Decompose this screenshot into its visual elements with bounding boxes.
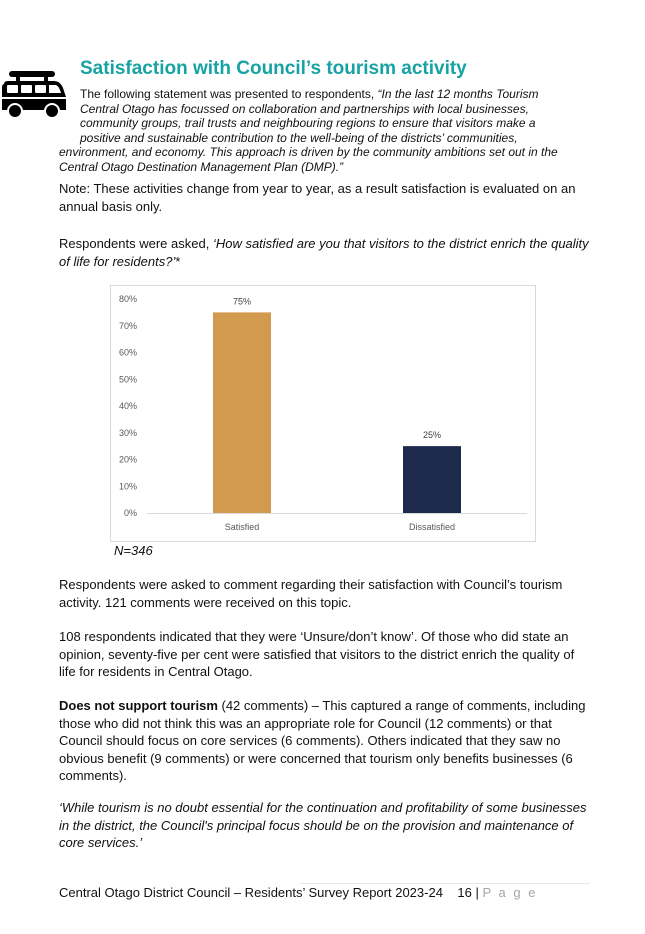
page-separator: |	[475, 885, 479, 900]
x-category-label: Dissatisfied	[408, 522, 456, 532]
data-label: 25%	[422, 430, 442, 441]
question-lead: Respondents were asked,	[59, 236, 213, 251]
x-category-label: Satisfied	[224, 522, 260, 532]
footer-divider	[300, 883, 590, 884]
question-paragraph	[59, 235, 589, 270]
theme-title: Does not support tourism	[59, 698, 218, 713]
chart-svg	[111, 286, 535, 541]
page-footer	[59, 885, 537, 900]
footer-text: Central Otago District Council – Residents’ Survey Report 2023-24	[59, 885, 443, 900]
y-tick-label: 20%	[118, 454, 137, 465]
resident-quote: ‘While tourism is no doubt essential for the continuation and profitability of some businesses in the district, the Council's principal focus should be on the provision and maintenance of core services.’	[59, 800, 587, 850]
y-tick-label: 10%	[118, 481, 137, 492]
note-paragraph: Note: These activities change from year to year, as a result satisfaction is evaluated on an annual basis only.	[59, 181, 576, 214]
bar	[213, 312, 271, 513]
y-tick-label: 40%	[118, 401, 137, 411]
y-tick-label: 70%	[118, 320, 137, 331]
y-tick-label: 0%	[123, 508, 137, 518]
comments-paragraph: Respondents were asked to comment regarding their satisfaction with Council’s tourism activity. 121 comments were received on this topic.	[59, 577, 563, 610]
theme-body: (42 comments) – This captured a range of comments, including those who did not think this was an appropriate role for Council (12 comments) or that Council should focus on core services (6 comments). Others indicated that they saw no obvious benefit (9 comments) or were concerned that tourism only benefits businesses (6 comments).	[59, 698, 586, 783]
data-label: 75%	[232, 296, 252, 307]
intro-quote: “In the last 12 months Tourism Central Otago has focussed on collaboration and partnerships with local businesses, community groups, trail trusts and neighbouring regions to ensure that visitors make a positive and sustainable contribution to the well-being of the districts’ communities, environment, and economy. This approach is driven by the community ambitions set out in the Central Otago Destination Management Plan (DMP).”	[59, 87, 558, 174]
satisfaction-chart	[110, 285, 536, 542]
icon-spacer	[59, 87, 80, 144]
intro-statement	[59, 87, 579, 175]
page-number: 16	[457, 885, 472, 900]
y-tick-label: 80%	[118, 294, 137, 304]
y-tick-label: 50%	[118, 374, 137, 385]
page-word: P a g e	[482, 885, 538, 900]
question-suffix: *	[175, 253, 181, 269]
sample-size-label: N=346	[114, 543, 153, 558]
y-tick-label: 60%	[118, 347, 137, 358]
bar	[403, 446, 461, 513]
y-tick-label: 30%	[118, 427, 137, 438]
does-not-support-paragraph	[59, 697, 589, 785]
unsure-paragraph: 108 respondents indicated that they were ‘Unsure/don’t know’. Of those who did state an opinion, seventy-five per cent were satisfied that visitors to the district enrich the quality of life for residents in Central Otago.	[59, 629, 575, 679]
section-heading: Satisfaction with Council’s tourism activity	[80, 58, 467, 79]
campervan-icon	[0, 70, 68, 122]
intro-lead: The following statement was presented to respondents,	[80, 87, 378, 101]
question-quote: ‘How satisfied are you that visitors to the district enrich the quality of life for residents?’	[59, 236, 589, 269]
